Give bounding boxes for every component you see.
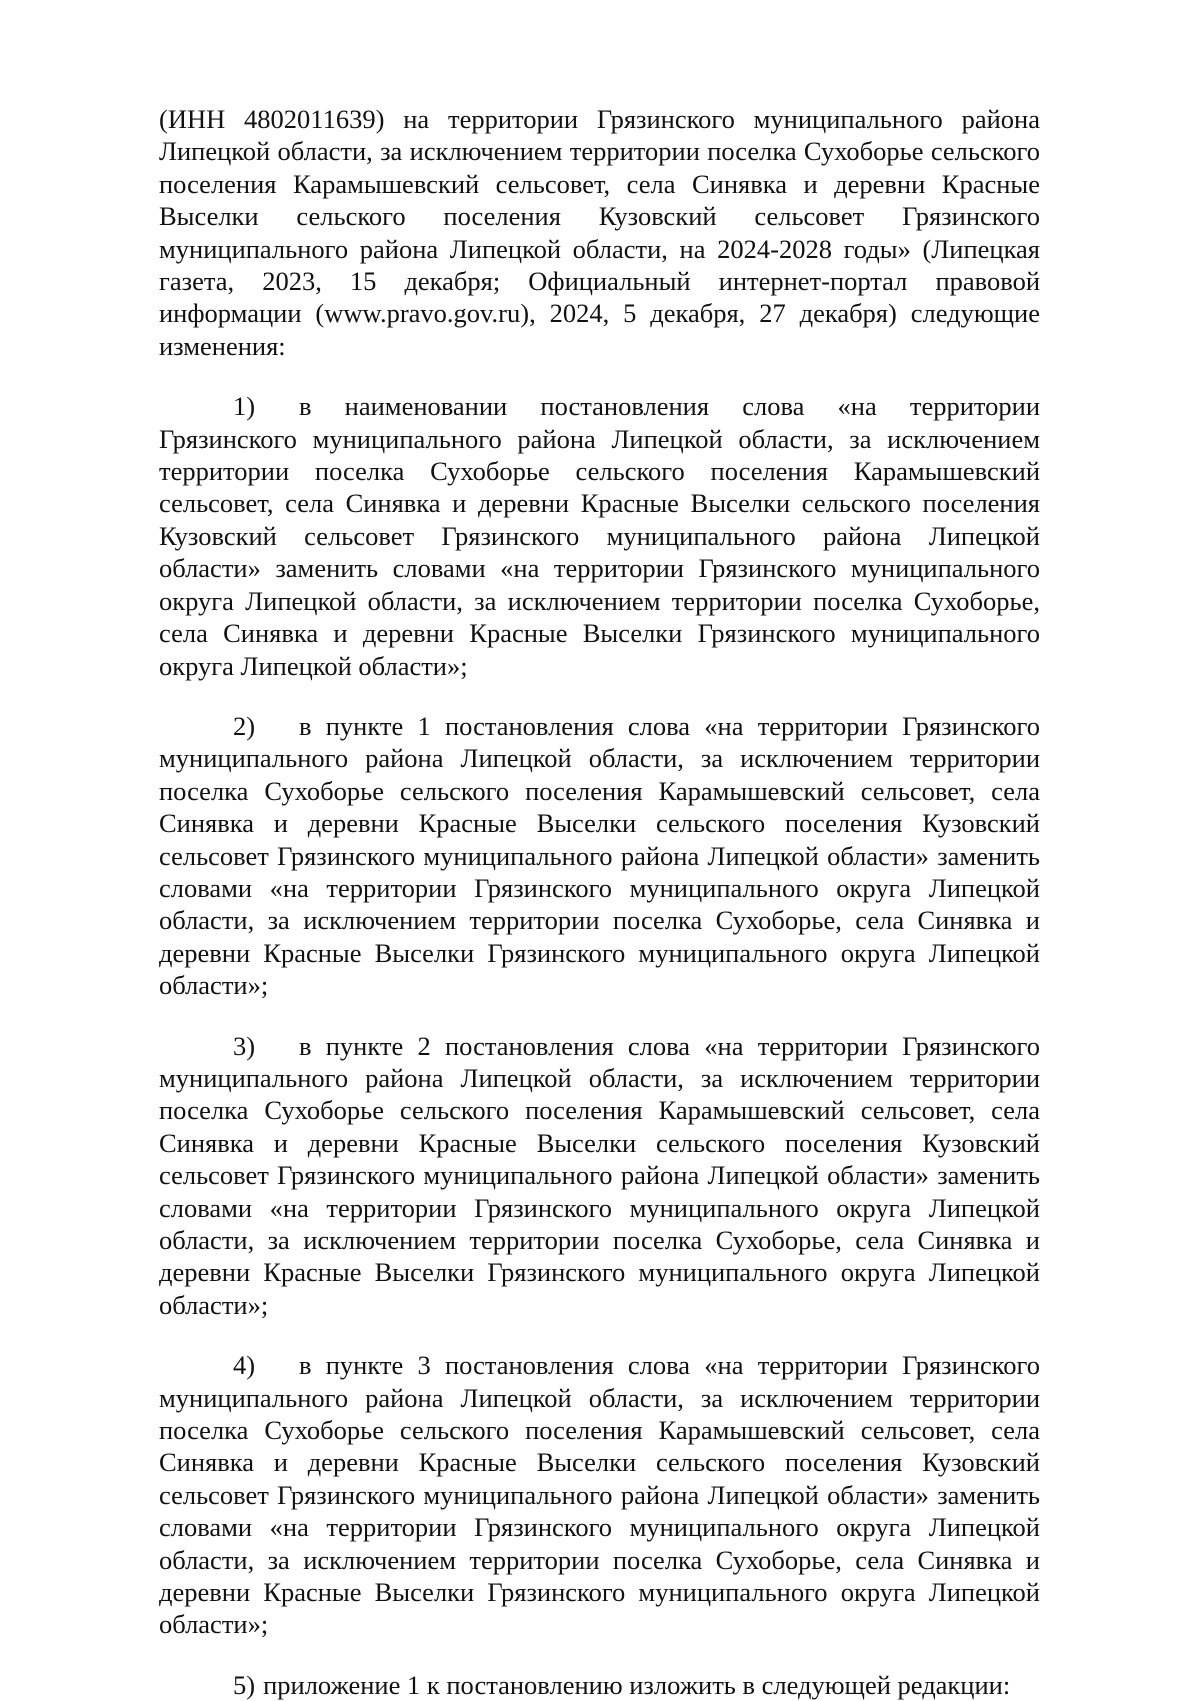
item-text: в пункте 3 постановления слова «на территории Грязинского муниципального района Липецкой области, за исключением территории поселка Сухоборье сельского поселения Карамышевский сельсовет, села Синявка и деревни Красные Выселки сельского поселения Кузовский сельсовет Грязинского муниципального района Липецкой области» заменить словами «на территории Грязинского муниципального округа Липецкой области, за исключением территории поселка Сухоборье, села Синявка и деревни Красные Выселки Грязинского муниципального округа Липецкой области»; [159, 1350, 1040, 1640]
item-text: в наименовании постановления слова «на территории Грязинского муниципального района Липецкой области, за исключением территории поселка Сухоборье сельского поселения Карамышевский сельсовет, села Синявка и деревни Красные Выселки сельского поселения Кузовский сельсовет Грязинского муниципального района Липецкой области» заменить словами «на территории Грязинского муниципального округа Липецкой области, за исключением территории поселка Сухоборье, села Синявка и деревни Красные Выселки Грязинского муниципального округа Липецкой области»; [159, 391, 1040, 681]
item-number: 5) [233, 1669, 256, 1700]
list-item [159, 1669, 1040, 1701]
item-number: 3) [233, 1030, 256, 1061]
list-item [159, 1349, 1040, 1641]
item-text: в пункте 2 постановления слова «на территории Грязинского муниципального района Липецкой области, за исключением территории поселка Сухоборье сельского поселения Карамышевский сельсовет, села Синявка и деревни Красные Выселки сельского поселения Кузовский сельсовет Грязинского муниципального района Липецкой области» заменить словами «на территории Грязинского муниципального округа Липецкой области, за исключением территории поселка Сухоборье, села Синявка и деревни Красные Выселки Грязинского муниципального округа Липецкой области»; [159, 1030, 1040, 1320]
item-number: 2) [233, 710, 256, 741]
item-number: 1) [233, 391, 256, 422]
item-text: в пункте 1 постановления слова «на территории Грязинского муниципального района Липецкой области, за исключением территории поселка Сухоборье сельского поселения Карамышевский сельсовет, села Синявка и деревни Красные Выселки сельского поселения Кузовский сельсовет Грязинского муниципального района Липецкой области» заменить словами «на территории Грязинского муниципального округа Липецкой области, за исключением территории поселка Сухоборье, села Синявка и деревни Красные Выселки Грязинского муниципального округа Липецкой области»; [159, 710, 1040, 1001]
list-item [159, 390, 1040, 682]
document-page [159, 103, 1040, 1701]
item-text: приложение 1 к постановлению изложить в следующей редакции: [263, 1669, 1011, 1700]
list-item [159, 1030, 1040, 1322]
item-number: 4) [233, 1350, 256, 1381]
list-item [159, 710, 1040, 1002]
intro-paragraph: (ИНН 4802011639) на территории Грязинского муниципального района Липецкой области, за исключением территории поселка Сухоборье сельского поселения Карамышевский сельсовет, села Синявка и деревни Красные Выселки сельского поселения Кузовский сельсовет Грязинского муниципального района Липецкой области, на 2024-2028 годы» (Липецкая газета, 2023, 15 декабря; Официальный интернет-портал правовой информации (www.pravo.gov.ru), 2024, 5 декабря, 27 декабря) следующие изменения: [159, 104, 1040, 361]
